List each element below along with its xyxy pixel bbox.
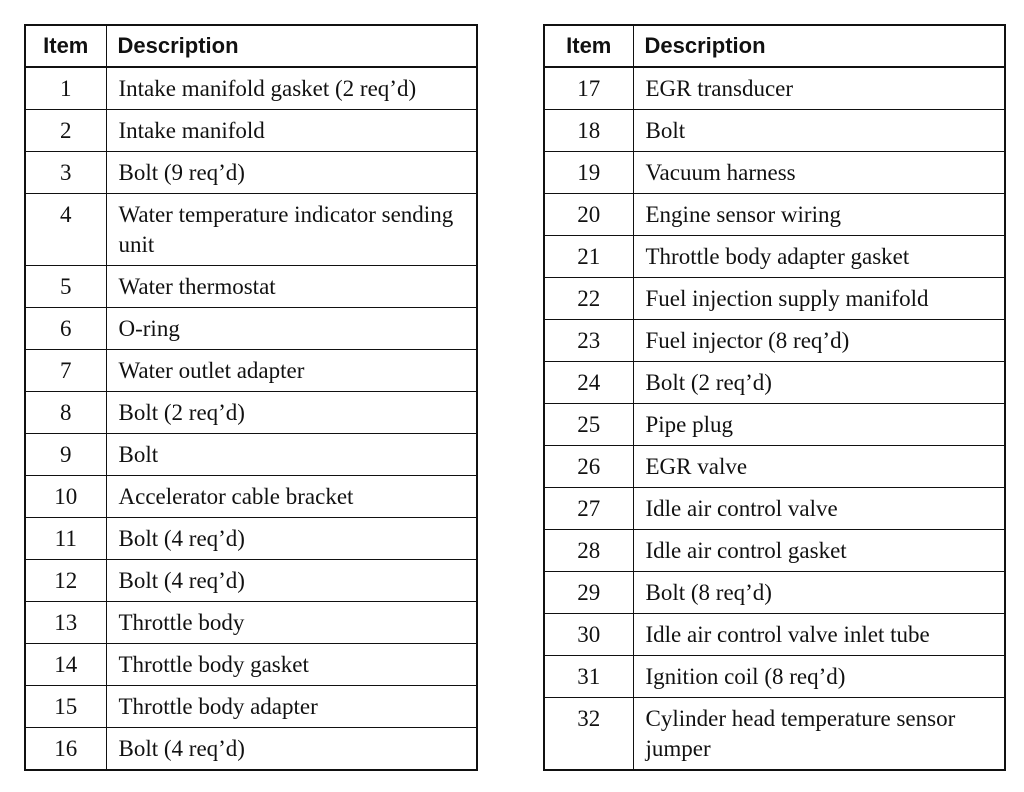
item-number: 26 [544,446,633,488]
item-number: 23 [544,320,633,362]
table-row [544,446,1005,488]
item-description: EGR transducer [633,67,1005,110]
item-description: Bolt (2 req’d) [106,392,477,434]
table-row [25,560,477,602]
item-description: Bolt (4 req’d) [106,560,477,602]
item-number: 22 [544,278,633,320]
item-description: Bolt (9 req’d) [106,152,477,194]
item-number: 5 [25,266,106,308]
table-row [544,530,1005,572]
table-row [25,602,477,644]
table-row [25,728,477,771]
table-row [544,572,1005,614]
item-number: 31 [544,656,633,698]
table-row [25,194,477,266]
item-number: 18 [544,110,633,152]
item-description: Water thermostat [106,266,477,308]
item-number: 25 [544,404,633,446]
parts-table-body [25,67,477,770]
item-description: Bolt [633,110,1005,152]
table-row [544,194,1005,236]
item-description: Idle air control gasket [633,530,1005,572]
item-number: 15 [25,686,106,728]
item-description: O-ring [106,308,477,350]
table-row [25,350,477,392]
item-number: 32 [544,698,633,771]
table-row [544,614,1005,656]
item-description: Throttle body [106,602,477,644]
item-number: 21 [544,236,633,278]
item-column-header: Item [25,25,106,67]
item-number: 29 [544,572,633,614]
item-number: 28 [544,530,633,572]
item-number: 11 [25,518,106,560]
table-row [544,110,1005,152]
item-description: Fuel injector (8 req’d) [633,320,1005,362]
table-row [25,434,477,476]
item-number: 12 [25,560,106,602]
item-description: Idle air control valve inlet tube [633,614,1005,656]
item-description: Throttle body gasket [106,644,477,686]
item-description: Vacuum harness [633,152,1005,194]
item-number: 16 [25,728,106,771]
parts-table-right [543,24,1006,771]
item-description: Bolt (2 req’d) [633,362,1005,404]
item-description: Water outlet adapter [106,350,477,392]
table-row [544,698,1005,771]
description-column-header: Description [633,25,1005,67]
item-description: Cylinder head temperature sensor jumper [633,698,1005,771]
item-description: EGR valve [633,446,1005,488]
item-number: 1 [25,67,106,110]
item-description: Water temperature indicator sending unit [106,194,477,266]
table-row [544,656,1005,698]
item-number: 4 [25,194,106,266]
item-number: 8 [25,392,106,434]
item-description: Fuel injection supply manifold [633,278,1005,320]
item-number: 7 [25,350,106,392]
item-number: 13 [25,602,106,644]
item-number: 3 [25,152,106,194]
item-number: 6 [25,308,106,350]
item-description: Bolt (8 req’d) [633,572,1005,614]
item-number: 17 [544,67,633,110]
table-row [25,110,477,152]
table-row [25,266,477,308]
item-number: 9 [25,434,106,476]
parts-table-body [544,67,1005,770]
table-row [544,152,1005,194]
table-row [25,644,477,686]
item-number: 20 [544,194,633,236]
item-number: 24 [544,362,633,404]
header-row [544,25,1005,67]
table-row [25,518,477,560]
table-row [544,362,1005,404]
item-number: 2 [25,110,106,152]
table-row [25,152,477,194]
table-row [544,320,1005,362]
item-description: Throttle body adapter [106,686,477,728]
parts-table-left [24,24,478,771]
item-description: Pipe plug [633,404,1005,446]
item-column-header: Item [544,25,633,67]
item-number: 14 [25,644,106,686]
table-row [25,686,477,728]
item-description: Bolt (4 req’d) [106,518,477,560]
item-description: Intake manifold gasket (2 req’d) [106,67,477,110]
item-description: Intake manifold [106,110,477,152]
table-row [25,67,477,110]
item-description: Accelerator cable bracket [106,476,477,518]
item-description: Ignition coil (8 req’d) [633,656,1005,698]
item-number: 27 [544,488,633,530]
item-number: 19 [544,152,633,194]
item-description: Throttle body adapter gasket [633,236,1005,278]
table-row [25,392,477,434]
table-row [544,236,1005,278]
table-row [25,476,477,518]
item-description: Idle air control valve [633,488,1005,530]
item-description: Bolt (4 req’d) [106,728,477,771]
table-row [544,278,1005,320]
item-number: 10 [25,476,106,518]
table-row [25,308,477,350]
description-column-header: Description [106,25,477,67]
table-row [544,404,1005,446]
item-description: Engine sensor wiring [633,194,1005,236]
header-row [25,25,477,67]
item-number: 30 [544,614,633,656]
item-description: Bolt [106,434,477,476]
table-row [544,67,1005,110]
table-row [544,488,1005,530]
